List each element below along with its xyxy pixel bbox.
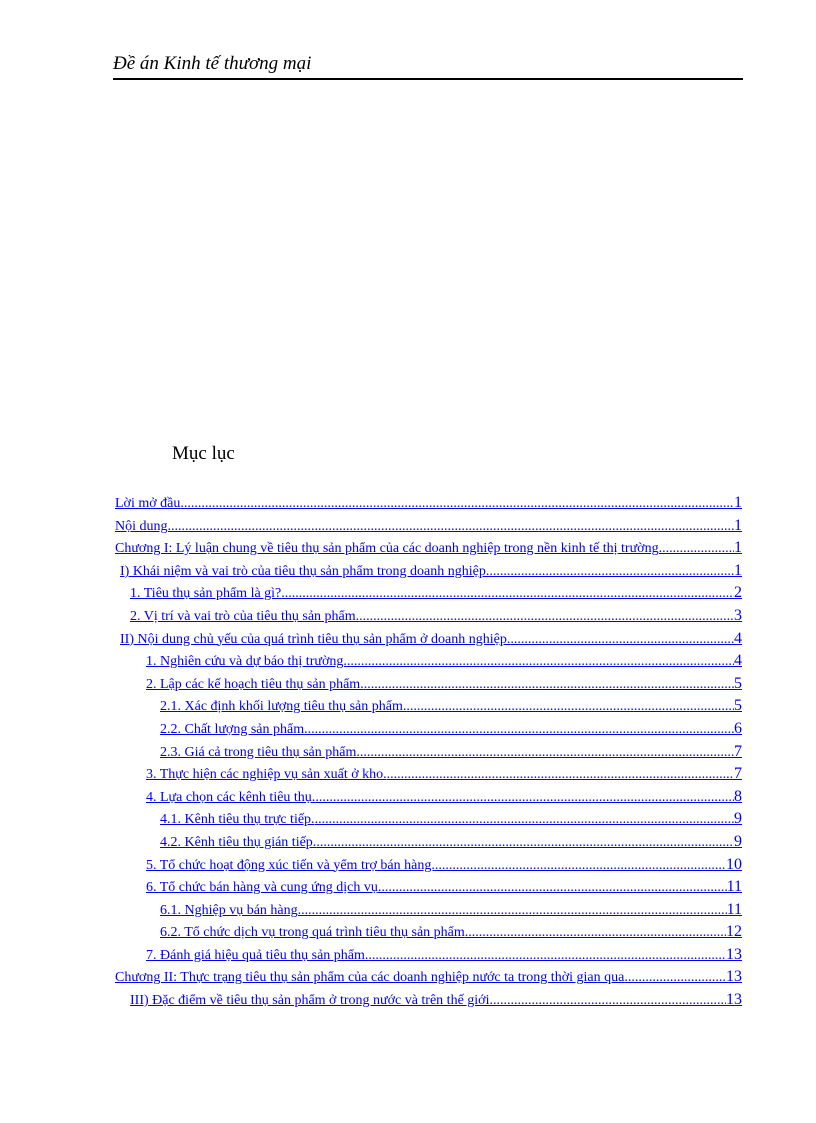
toc-page-number[interactable]: 3 (734, 606, 742, 624)
toc-page-number[interactable]: 1 (734, 539, 742, 557)
toc-leader-dots (493, 990, 726, 1012)
toc-entry-text[interactable]: Chương I: Lý luận chung về tiêu thụ sản phẩm của các doanh nghiệp trong nền kinh tế thị trường (115, 541, 659, 557)
toc-entry[interactable] (112, 899, 742, 922)
toc-entry[interactable] (112, 741, 742, 764)
toc-leader-dots (304, 719, 734, 741)
toc-entry[interactable] (112, 763, 742, 786)
toc-entry-text[interactable]: 4.2. Kênh tiêu thụ gián tiếp. (160, 834, 317, 850)
toc-entry-text[interactable]: 6.2. Tổ chức dịch vụ trong quá trình tiêu thụ sản phẩm (160, 925, 465, 941)
toc-leader-dots (347, 651, 734, 673)
toc-page-number[interactable]: 1 (734, 561, 742, 579)
toc-heading: Mục lục (172, 443, 235, 464)
toc-entry[interactable] (112, 628, 742, 651)
toc-entry-text[interactable]: 4.1. Kênh tiêu thụ trực tiếp. (160, 812, 315, 828)
toc-page-number[interactable]: 1 (734, 494, 742, 511)
toc-entry[interactable] (112, 537, 742, 560)
toc-leader-dots (315, 787, 734, 809)
toc-entry[interactable] (112, 808, 742, 831)
toc-page-number[interactable]: 1 (734, 516, 742, 534)
toc-page-number[interactable]: 9 (734, 810, 742, 828)
toc-leader-dots (360, 742, 734, 764)
toc-leader-dots (659, 538, 734, 560)
toc-page-number[interactable]: 13 (726, 945, 742, 963)
toc-entry-text[interactable]: Lời mở đầu (115, 496, 181, 511)
toc-entry[interactable] (112, 876, 742, 899)
toc-leader-dots (168, 516, 735, 538)
toc-leader-dots (368, 945, 726, 967)
toc-entry[interactable] (112, 718, 742, 741)
toc-entry[interactable] (112, 695, 742, 718)
toc-page-number[interactable]: 12 (726, 923, 742, 941)
toc-page-number[interactable]: 8 (734, 787, 742, 805)
toc-page-number[interactable]: 5 (734, 697, 742, 715)
toc-leader-dots (465, 922, 726, 944)
table-of-contents (112, 492, 742, 1012)
toc-entry-text[interactable]: 5. Tổ chức hoạt động xúc tiến và yểm trợ bán hàng. (146, 857, 435, 873)
toc-page-number[interactable]: 10 (726, 855, 742, 873)
header-rule (113, 78, 743, 80)
toc-entry[interactable] (112, 831, 742, 854)
toc-entry[interactable] (112, 786, 742, 809)
toc-leader-dots (281, 583, 734, 605)
toc-page-number[interactable]: 13 (726, 968, 742, 986)
toc-entry-text[interactable]: 4. Lựa chọn các kênh tiêu thụ. (146, 789, 316, 805)
toc-leader-dots (298, 900, 727, 922)
toc-leader-dots (315, 809, 734, 831)
toc-entry-text[interactable]: III) Đặc điểm về tiêu thụ sản phẩm ở trong nước và trên thế giới. (130, 993, 493, 1009)
toc-entry[interactable] (112, 854, 742, 877)
toc-leader-dots (435, 855, 726, 877)
toc-entry[interactable] (112, 966, 742, 989)
toc-entry-text[interactable]: 2.2. Chất lượng sản phẩm (160, 721, 305, 737)
toc-leader-dots (406, 696, 734, 718)
toc-entry-text[interactable]: 3. Thực hiện các nghiệp vụ sản xuất ở kho. (146, 767, 387, 783)
toc-entry-text[interactable]: II) Nội dung chủ yếu của quá trình tiêu thụ sản phẩm ở doanh nghiệp. (120, 631, 511, 647)
toc-entry-text[interactable]: 6.1. Nghiệp vụ bán hàng (160, 902, 298, 918)
toc-page-number[interactable]: 7 (734, 765, 742, 783)
toc-leader-dots (489, 561, 734, 583)
toc-entry-text[interactable]: 2. Lập các kế hoạch tiêu thụ sản phẩm. (146, 676, 364, 692)
toc-leader-dots (387, 764, 734, 786)
toc-page-number[interactable]: 6 (734, 719, 742, 737)
toc-leader-dots (378, 877, 727, 899)
toc-entry[interactable] (112, 673, 742, 696)
toc-leader-dots (180, 493, 734, 515)
toc-entry[interactable] (112, 944, 742, 967)
toc-page-number[interactable]: 4 (734, 652, 742, 670)
toc-entry[interactable] (112, 605, 742, 628)
toc-page-number[interactable]: 11 (726, 900, 742, 918)
toc-entry-text[interactable]: 2. Vị trí và vai trò của tiêu thụ sản phẩm. (130, 608, 360, 624)
toc-entry[interactable] (112, 560, 742, 583)
toc-page-number[interactable]: 5 (734, 674, 742, 692)
toc-leader-dots (510, 629, 734, 651)
toc-leader-dots (359, 606, 734, 628)
toc-leader-dots (364, 674, 734, 696)
toc-page-number[interactable]: 2 (734, 584, 742, 602)
toc-entry[interactable] (112, 650, 742, 673)
toc-page-number[interactable]: 13 (726, 991, 742, 1009)
toc-entry[interactable] (112, 492, 742, 515)
toc-entry-text[interactable]: 1. Tiêu thụ sản phẩm là gì? (130, 586, 282, 602)
toc-entry-text[interactable]: 1. Nghiên cứu và dự báo thị trường. (146, 654, 347, 670)
page-header (113, 52, 743, 76)
toc-entry[interactable] (112, 989, 742, 1012)
toc-entry[interactable] (112, 582, 742, 605)
toc-entry-text[interactable]: 2.1. Xác định khối lượng tiêu thụ sản phẩm. (160, 699, 407, 715)
toc-entry-text[interactable]: Chương II: Thực trạng tiêu thụ sản phẩm của các doanh nghiệp nước ta trong thời gian qua (115, 970, 625, 986)
toc-entry-text[interactable]: 7. Đánh giá hiệu quả tiêu thụ sản phẩm. (146, 947, 369, 963)
toc-entry-text[interactable]: 6. Tổ chức bán hàng và cung ứng dịch vụ (146, 880, 378, 896)
toc-leader-dots (316, 832, 734, 854)
toc-entry[interactable] (112, 921, 742, 944)
toc-page-number[interactable]: 7 (734, 742, 742, 760)
toc-page-number[interactable]: 11 (726, 878, 742, 896)
toc-entry-text[interactable]: Nội dung (115, 518, 168, 534)
toc-page-number[interactable]: 4 (734, 629, 742, 647)
toc-entry-text[interactable]: 2.3. Giá cả trong tiêu thụ sản phẩm. (160, 744, 360, 760)
toc-page-number[interactable]: 9 (734, 832, 742, 850)
document-title: Đề án Kinh tế thương mại (113, 53, 312, 74)
toc-entry-text[interactable]: I) Khái niệm và vai trò của tiêu thụ sản phẩm trong doanh nghiệp. (120, 563, 490, 579)
toc-leader-dots (624, 967, 726, 989)
toc-entry[interactable] (112, 515, 742, 538)
